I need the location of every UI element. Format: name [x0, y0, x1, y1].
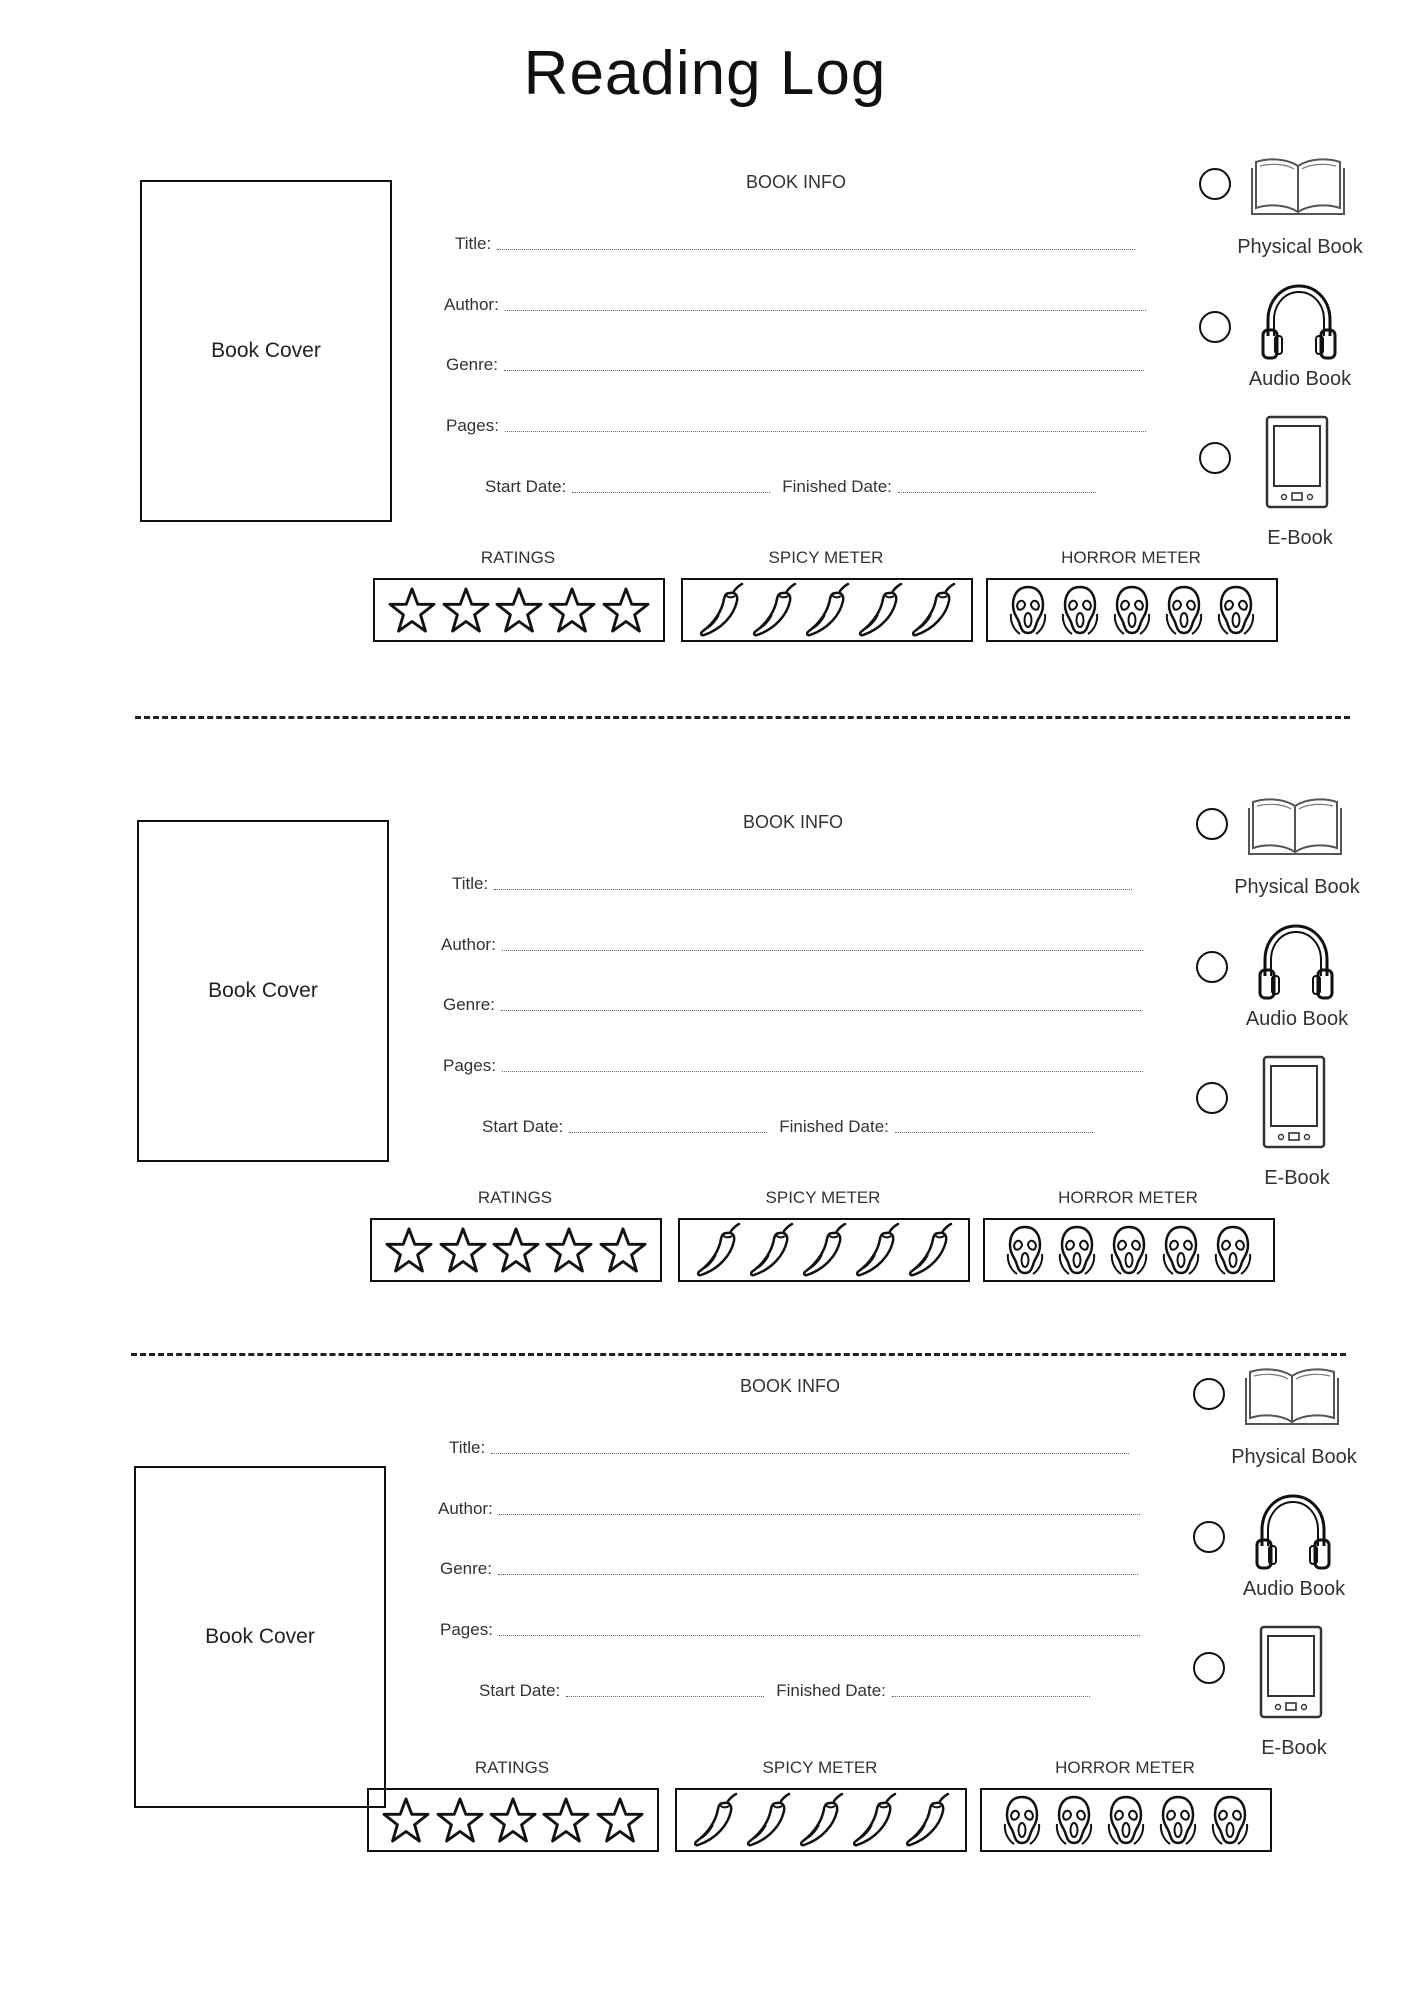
ghost-face-icon[interactable]: [1054, 1794, 1094, 1846]
format-radio-ereader[interactable]: [1196, 1082, 1228, 1114]
spicy-meter-label: SPICY METER: [762, 1758, 878, 1777]
genre-field-line[interactable]: [501, 1009, 1141, 1011]
star-icon[interactable]: [436, 1797, 484, 1843]
book-info-heading: BOOK INFO: [746, 172, 847, 192]
pages-field-label: Pages:: [440, 1620, 493, 1639]
author-field-label: Author:: [438, 1499, 493, 1518]
ratings-label: RATINGS: [474, 1758, 550, 1777]
genre-field[interactable]: [440, 1559, 1138, 1579]
star-icon[interactable]: [545, 1227, 593, 1273]
pages-field-line[interactable]: [502, 1070, 1143, 1072]
ereader-icon: [1258, 1624, 1324, 1725]
ghost-face-icon[interactable]: [1057, 1224, 1097, 1276]
chili-pepper-icon[interactable]: [748, 1221, 794, 1279]
chili-pepper-icon[interactable]: [745, 1791, 791, 1849]
pages-field[interactable]: [440, 1620, 1140, 1640]
star-icon[interactable]: [492, 1227, 540, 1273]
title-field-line[interactable]: [491, 1452, 1129, 1454]
horror-meter-box: [980, 1788, 1272, 1852]
title-field-label: Title:: [452, 874, 489, 893]
book-cover-box[interactable]: Book Cover: [137, 820, 389, 1162]
horror-meter-label: HORROR METER: [1061, 548, 1201, 567]
ghost-face-icon[interactable]: [1158, 1794, 1198, 1846]
start-date-label: Start Date:: [482, 1117, 564, 1136]
author-field-line[interactable]: [499, 1513, 1140, 1515]
format-label: Audio Book: [1242, 1578, 1346, 1600]
author-field[interactable]: [438, 1499, 1140, 1519]
ereader-icon: [1261, 1054, 1327, 1155]
format-label: Physical Book: [1231, 1446, 1357, 1468]
chili-pepper-icon[interactable]: [857, 581, 903, 639]
start-date-label: Start Date:: [485, 477, 567, 496]
ratings-label: RATINGS: [480, 548, 556, 567]
format-label: Physical Book: [1234, 876, 1360, 898]
finished-date-field[interactable]: [779, 1117, 1093, 1137]
format-radio-ereader[interactable]: [1193, 1652, 1225, 1684]
chili-pepper-icon[interactable]: [798, 1791, 844, 1849]
section-divider: [135, 716, 1350, 719]
star-icon[interactable]: [602, 587, 650, 633]
ghost-face-icon[interactable]: [1106, 1794, 1146, 1846]
start-date-label: Start Date:: [479, 1681, 561, 1700]
book-cover-box[interactable]: Book Cover: [140, 180, 392, 522]
start-date-field[interactable]: [479, 1681, 764, 1701]
star-icon[interactable]: [489, 1797, 537, 1843]
horror-meter-label: HORROR METER: [1058, 1188, 1198, 1207]
star-icon[interactable]: [596, 1797, 644, 1843]
genre-field[interactable]: [443, 995, 1141, 1015]
book-cover-box[interactable]: Book Cover: [134, 1466, 386, 1808]
spicy-meter-label: SPICY METER: [768, 548, 884, 567]
star-icon[interactable]: [385, 1227, 433, 1273]
ghost-face-icon[interactable]: [1005, 1224, 1045, 1276]
star-icon[interactable]: [382, 1797, 430, 1843]
format-label: E-Book: [1267, 527, 1333, 549]
ghost-face-icon[interactable]: [1164, 584, 1204, 636]
title-field[interactable]: [449, 1438, 1129, 1458]
finished-date-label: Finished Date:: [776, 1681, 886, 1700]
date-row: [479, 1681, 1090, 1701]
ghost-face-icon[interactable]: [1112, 584, 1152, 636]
ghost-face-icon[interactable]: [1213, 1224, 1253, 1276]
format-radio-open-book[interactable]: [1193, 1378, 1225, 1410]
ghost-face-icon[interactable]: [1210, 1794, 1250, 1846]
format-label: Audio Book: [1248, 368, 1352, 390]
ghost-face-icon[interactable]: [1216, 584, 1256, 636]
format-label: Audio Book: [1245, 1008, 1349, 1030]
chili-pepper-icon[interactable]: [751, 581, 797, 639]
pages-field-label: Pages:: [446, 416, 499, 435]
headphones-icon: [1254, 1492, 1332, 1577]
chili-pepper-icon[interactable]: [692, 1791, 738, 1849]
chili-pepper-icon[interactable]: [801, 1221, 847, 1279]
genre-field-label: Genre:: [440, 1559, 492, 1578]
chili-pepper-icon[interactable]: [907, 1221, 953, 1279]
ghost-face-icon[interactable]: [1060, 584, 1100, 636]
star-icon[interactable]: [542, 1797, 590, 1843]
chili-pepper-icon[interactable]: [695, 1221, 741, 1279]
chili-pepper-icon[interactable]: [698, 581, 744, 639]
star-icon[interactable]: [599, 1227, 647, 1273]
title-field-line[interactable]: [494, 888, 1132, 890]
title-field-label: Title:: [455, 234, 492, 253]
headphones-icon: [1257, 922, 1335, 1007]
format-radio-headphones[interactable]: [1196, 951, 1228, 983]
title-field[interactable]: [452, 874, 1132, 894]
finished-date-line[interactable]: [892, 1695, 1090, 1697]
genre-field-line[interactable]: [498, 1573, 1138, 1575]
spicy-meter-box: [678, 1218, 970, 1282]
start-date-field[interactable]: [482, 1117, 767, 1137]
horror-meter-box: [986, 578, 1278, 642]
ghost-face-icon[interactable]: [1002, 1794, 1042, 1846]
open-book-icon: [1247, 794, 1343, 861]
open-book-icon: [1244, 1364, 1340, 1431]
horror-meter-label: HORROR METER: [1055, 1758, 1195, 1777]
date-row: [482, 1117, 1093, 1137]
spicy-meter-box: [675, 1788, 967, 1852]
genre-field-label: Genre:: [443, 995, 495, 1014]
genre-field-label: Genre:: [446, 355, 498, 374]
author-field-label: Author:: [441, 935, 496, 954]
star-icon[interactable]: [495, 587, 543, 633]
star-icon[interactable]: [548, 587, 596, 633]
title-field-label: Title:: [449, 1438, 486, 1457]
horror-meter-box: [983, 1218, 1275, 1282]
star-icon[interactable]: [388, 587, 436, 633]
finished-date-label: Finished Date:: [779, 1117, 889, 1136]
ghost-face-icon[interactable]: [1161, 1224, 1201, 1276]
chili-pepper-icon[interactable]: [804, 581, 850, 639]
author-field[interactable]: [441, 935, 1143, 955]
pages-field-line[interactable]: [499, 1634, 1140, 1636]
page-title: Reading Log: [523, 39, 887, 108]
format-radio-open-book[interactable]: [1196, 808, 1228, 840]
author-field-label: Author:: [444, 295, 499, 314]
spicy-meter-label: SPICY METER: [765, 1188, 881, 1207]
pages-field-label: Pages:: [443, 1056, 496, 1075]
book-info-heading: BOOK INFO: [740, 1376, 841, 1396]
star-icon[interactable]: [442, 587, 490, 633]
start-date-line[interactable]: [569, 1131, 767, 1133]
pages-field[interactable]: [443, 1056, 1143, 1076]
chili-pepper-icon[interactable]: [904, 1791, 950, 1849]
format-radio-headphones[interactable]: [1193, 1521, 1225, 1553]
ratings-box: [373, 578, 665, 642]
section-divider: [131, 1353, 1346, 1356]
book-info-heading: BOOK INFO: [743, 812, 844, 832]
finished-date-field[interactable]: [776, 1681, 1090, 1701]
ghost-face-icon[interactable]: [1109, 1224, 1149, 1276]
start-date-line[interactable]: [566, 1695, 764, 1697]
chili-pepper-icon[interactable]: [854, 1221, 900, 1279]
ratings-label: RATINGS: [477, 1188, 553, 1207]
ghost-face-icon[interactable]: [1008, 584, 1048, 636]
chili-pepper-icon[interactable]: [851, 1791, 897, 1849]
format-label: Physical Book: [1237, 236, 1363, 258]
format-label: E-Book: [1261, 1737, 1327, 1759]
chili-pepper-icon[interactable]: [910, 581, 956, 639]
finished-date-line[interactable]: [895, 1131, 1093, 1133]
star-icon[interactable]: [439, 1227, 487, 1273]
ratings-box: [367, 1788, 659, 1852]
finished-date-label: Finished Date:: [782, 477, 892, 496]
ratings-box: [370, 1218, 662, 1282]
spicy-meter-box: [681, 578, 973, 642]
format-label: E-Book: [1264, 1167, 1330, 1189]
author-field-line[interactable]: [502, 949, 1143, 951]
